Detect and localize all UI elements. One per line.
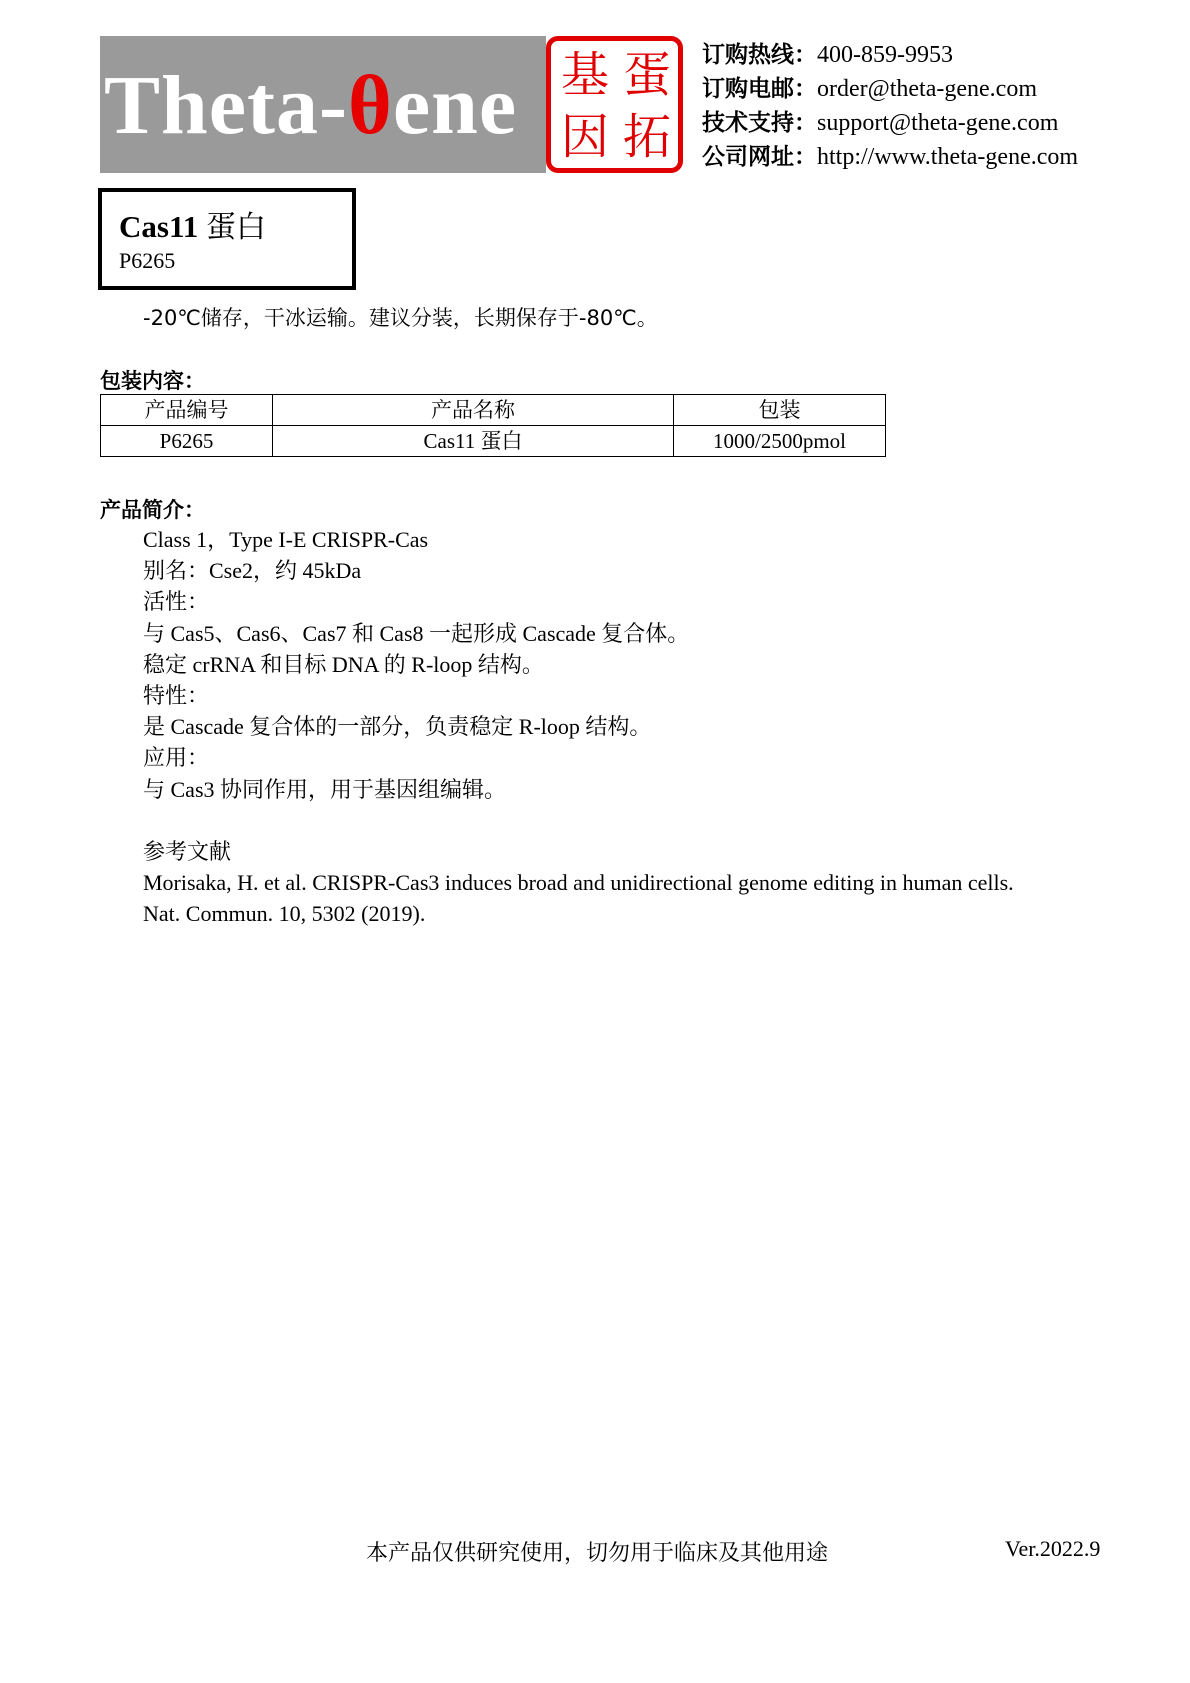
table-row bbox=[101, 426, 886, 457]
intro-line: 是 Cascade 复合体的一部分，负责稳定 R-loop 结构。 bbox=[143, 714, 652, 740]
intro-line: 活性： bbox=[143, 589, 210, 615]
intro-line: 应用： bbox=[143, 745, 210, 771]
seal-char: 基 bbox=[560, 47, 609, 103]
table-cell: Cas11 蛋白 bbox=[273, 426, 674, 457]
intro-line: 特性： bbox=[143, 683, 210, 709]
seal-char: 蛋 bbox=[622, 47, 671, 103]
package-table bbox=[100, 394, 886, 457]
logo-text bbox=[104, 56, 517, 156]
table-header-cell: 产品编号 bbox=[101, 395, 273, 426]
company-logo bbox=[100, 36, 546, 173]
contact-support[interactable]: 技术支持：support@theta-gene.com bbox=[702, 110, 1059, 136]
intro-line bbox=[143, 805, 1014, 836]
intro-heading: 产品简介： bbox=[100, 498, 205, 522]
logo-suffix: ene bbox=[392, 59, 518, 152]
product-name: Cas11 蛋白 bbox=[119, 209, 266, 245]
intro-line: 与 Cas3 协同作用，用于基因组编辑。 bbox=[143, 776, 507, 802]
storage-note: -20℃储存，干冰运输。建议分装，长期保存于-80℃。 bbox=[143, 306, 658, 330]
intro-line: 与 Cas5、Cas6、Cas7 和 Cas8 一起形成 Cascade 复合体。 bbox=[143, 620, 690, 646]
table-header-row bbox=[101, 395, 886, 426]
footer-version: Ver.2022.9 bbox=[1005, 1536, 1101, 1561]
product-title-box bbox=[98, 188, 356, 290]
seal-char: 因 bbox=[560, 109, 609, 165]
intro-line: Class 1，Type I-E CRISPR-Cas bbox=[143, 527, 429, 552]
table-cell: 1000/2500pmol bbox=[674, 426, 886, 457]
intro-body bbox=[143, 524, 1014, 930]
table-header-cell: 包装 bbox=[674, 395, 886, 426]
table-header-cell: 产品名称 bbox=[273, 395, 674, 426]
intro-line: 稳定 crRNA 和目标 DNA 的 R-loop 结构。 bbox=[143, 651, 544, 677]
contact-website[interactable]: 公司网址：http://www.theta-gene.com bbox=[702, 144, 1079, 170]
table-cell: P6265 bbox=[101, 426, 273, 457]
reference-line: Nat. Commun. 10, 5302 (2019). bbox=[143, 901, 426, 927]
contact-info bbox=[702, 38, 1078, 174]
intro-line: 别名：Cse2，约 45kDa bbox=[143, 558, 362, 584]
reference-line: Morisaka, H. et al. CRISPR-Cas3 induces broad and unidirectional genome editing in human cells. bbox=[143, 870, 1014, 896]
package-heading: 包装内容： bbox=[100, 369, 205, 393]
contact-email[interactable]: 订购电邮：order@theta-gene.com bbox=[702, 76, 1037, 102]
logo-prefix: Theta- bbox=[104, 59, 348, 152]
product-code: P6265 bbox=[119, 248, 176, 273]
logo-theta: θ bbox=[347, 59, 393, 152]
seal-char: 拓 bbox=[622, 109, 671, 165]
references-heading: 参考文献 bbox=[143, 839, 232, 865]
footer-disclaimer: 本产品仅供研究使用，切勿用于临床及其他用途 bbox=[366, 1541, 829, 1566]
contact-hotline: 订购热线：400-859-9953 bbox=[702, 42, 953, 68]
company-seal bbox=[546, 36, 683, 173]
